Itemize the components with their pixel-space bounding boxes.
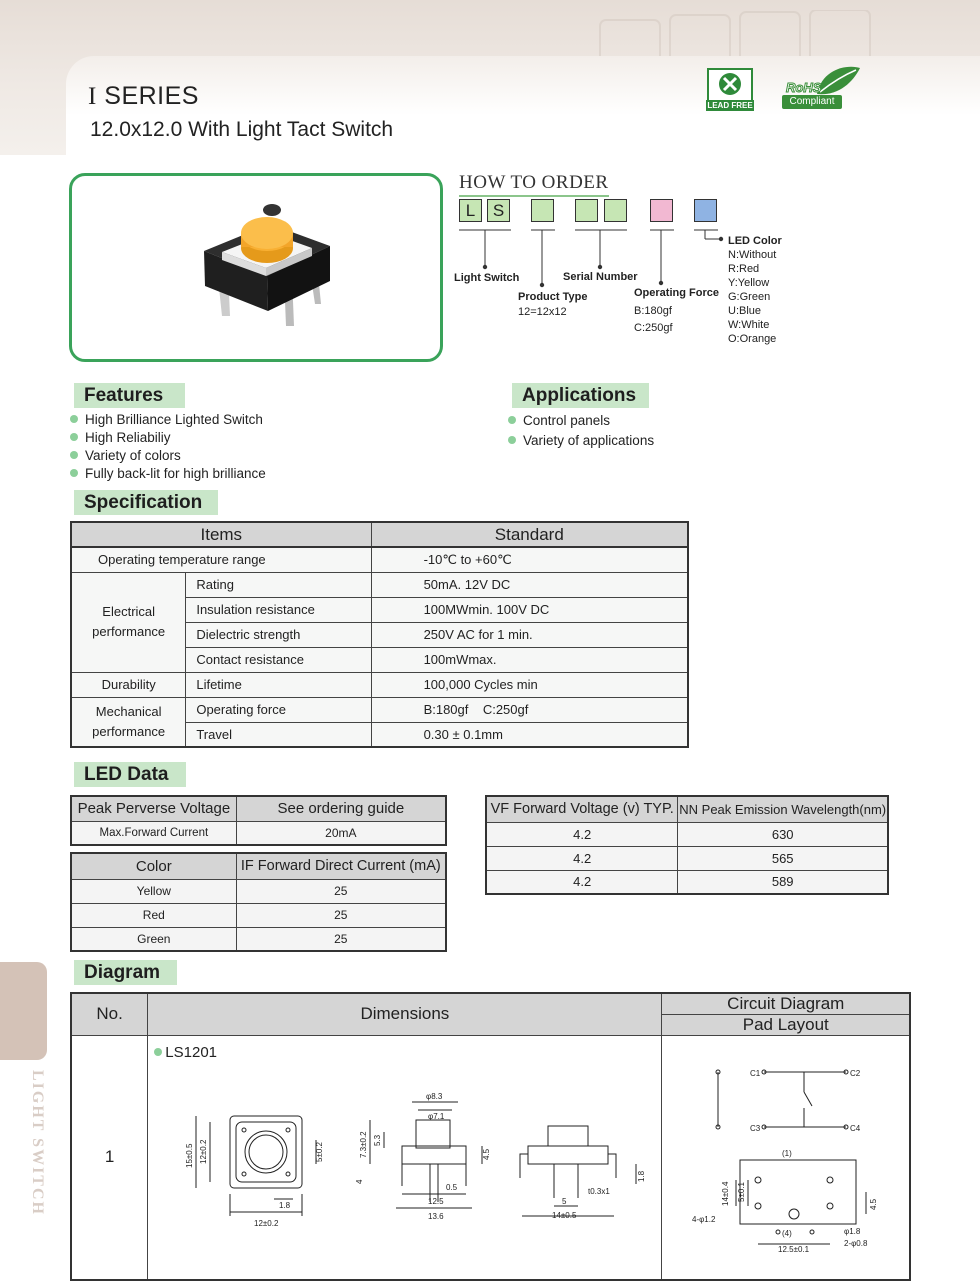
spec-contact-value: 100mWmax. (371, 647, 688, 672)
dimension-drawings (148, 1036, 662, 1274)
led-t2-header-color: Color (71, 853, 236, 879)
dim-side-bottom-3: 13.6 (428, 1211, 444, 1221)
pad-diameter-1: φ1.8 (844, 1226, 861, 1236)
light-switch-label: Light Switch (454, 272, 520, 284)
applications-title: Applications (512, 383, 649, 408)
spec-insulation: Insulation resistance (186, 597, 371, 622)
application-item: Variety of applications (508, 433, 654, 448)
led-color-option: O:Orange (728, 333, 777, 345)
dim-side-right: 4.5 (482, 1148, 492, 1160)
feature-item: High Reliabiliy (70, 430, 171, 445)
led-color-current-table (70, 852, 447, 952)
pad-height-2: 5±0.1 (737, 1181, 747, 1202)
led-t3-header-voltage: VF Forward Voltage (v) TYP. (486, 796, 678, 822)
dim-side-bottom-2: 12.5 (428, 1196, 444, 1206)
led-voltage-table (70, 795, 447, 846)
operating-force-value-c: C:250gf (634, 322, 673, 334)
tact-switch-image (72, 176, 440, 359)
dim-top-side: 5±0.2 (315, 1141, 325, 1162)
led-color-label: LED Color (728, 235, 782, 247)
dim-front-pin: t0.3x1 (588, 1186, 611, 1196)
feature-item: High Brilliance Lighted Switch (70, 412, 263, 427)
specification-table (70, 521, 689, 748)
spec-op-force: Operating force (186, 697, 371, 722)
dim-side-top-2: φ7.1 (428, 1111, 445, 1121)
series-title (88, 82, 199, 111)
dim-top-height-2: 12±0.2 (199, 1139, 209, 1164)
led-color-option: Y:Yellow (728, 277, 770, 289)
bullet-dot-icon (70, 433, 78, 441)
spec-dielectric: Dielectric strength (186, 622, 371, 647)
led-color-option: R:Red (728, 263, 760, 275)
bullet-dot-icon (508, 436, 516, 444)
spec-electrical: Electrical performance (71, 572, 186, 672)
diagram-table (70, 992, 911, 1281)
spec-dielectric-value: 250V AC for 1 min. (371, 622, 688, 647)
led-t3-header-wavelength: NN Peak Emission Wavelength(nm) (678, 796, 888, 822)
spec-mechanical: Mechanical performance (71, 697, 186, 747)
lead-free-label: LEAD FREE (707, 101, 753, 110)
circuit-c3: C3 (750, 1123, 761, 1133)
diagram-header-no: No. (71, 993, 148, 1035)
spec-durability: Durability (71, 672, 186, 697)
pad-diameter-2: 2-φ0.8 (844, 1238, 868, 1248)
order-code-serial-box-1 (575, 199, 598, 222)
features-title: Features (74, 383, 185, 408)
spec-rating: Rating (186, 572, 371, 597)
product-type-value: 12=12x12 (518, 306, 567, 318)
led-color-option: W:White (728, 319, 770, 331)
dimensions-cell (148, 1035, 662, 1280)
dim-side-left-2: 5.3 (373, 1134, 383, 1146)
spec-op-temp-value: -10℃ to +60℃ (371, 547, 688, 572)
led-t1-max-current-value: 20mA (236, 821, 446, 845)
pad-height-1: 14±0.4 (721, 1181, 731, 1206)
dim-front-height: 1.8 (637, 1170, 647, 1182)
dim-front-bottom-1: 5 (562, 1196, 567, 1206)
feature-item: Fully back-lit for high brilliance (70, 466, 266, 481)
led-color-option: U:Blue (728, 305, 762, 317)
circuit-pad-cell (662, 1035, 910, 1280)
spec-op-temp: Operating temperature range (71, 547, 371, 572)
circuit-c4: C4 (850, 1123, 861, 1133)
led-color-option: G:Green (728, 291, 771, 303)
spec-lifetime: Lifetime (186, 672, 371, 697)
led-t3-wavelength: 589 (678, 870, 888, 894)
order-code-letter-2: S (487, 199, 510, 222)
led-t2-current: 25 (236, 903, 446, 927)
order-code-connector-lines (455, 225, 755, 295)
feature-item: Variety of colors (70, 448, 181, 463)
pad-label-1: (1) (782, 1148, 793, 1158)
spec-header-standard: Standard (371, 522, 688, 547)
dim-top-width: 12±0.2 (254, 1218, 279, 1228)
led-wavelength-table (485, 795, 889, 895)
dim-side-left-1: 7.3±0.2 (359, 1130, 369, 1158)
led-t2-color: Green (71, 927, 236, 951)
spec-travel: Travel (186, 722, 371, 747)
led-t2-color: Red (71, 903, 236, 927)
bullet-dot-icon (508, 416, 516, 424)
bullet-dot-icon (70, 451, 78, 459)
led-t3-voltage: 4.2 (486, 870, 678, 894)
circuit-c2: C2 (850, 1068, 861, 1078)
circuit-c1: C1 (750, 1068, 761, 1078)
series-roman: I (88, 83, 97, 110)
dim-front-bottom-2: 14±0.5 (552, 1210, 577, 1220)
diagram-header-circuit: Circuit Diagram (662, 993, 910, 1014)
model-label: LS1201 (154, 1044, 217, 1061)
diagram-title: Diagram (74, 960, 177, 985)
product-photo-frame (69, 173, 443, 362)
led-t3-wavelength: 565 (678, 846, 888, 870)
series-word: SERIES (104, 82, 199, 110)
dim-top-bottom: 1.8 (279, 1200, 291, 1210)
dim-side-top-1: φ8.3 (426, 1091, 443, 1101)
specification-title: Specification (74, 490, 218, 515)
led-t1-header-1: Peak Perverse Voltage (71, 796, 236, 821)
spec-lifetime-value: 100,000 Cycles min (371, 672, 688, 697)
spec-rating-value: 50mA. 12V DC (371, 572, 688, 597)
dim-top-height-1: 15±0.5 (185, 1143, 195, 1168)
led-color-option: N:Without (728, 249, 777, 261)
product-type-label: Product Type (518, 291, 588, 303)
diagram-header-pad: Pad Layout (662, 1014, 910, 1035)
spec-header-items: Items (71, 522, 371, 547)
spec-insulation-value: 100MWmin. 100V DC (371, 597, 688, 622)
product-subtitle: 12.0x12.0 With Light Tact Switch (90, 118, 394, 141)
led-t2-current: 25 (236, 879, 446, 903)
order-code-letter-1: L (459, 199, 482, 222)
led-t3-voltage: 4.2 (486, 822, 678, 846)
application-item: Control panels (508, 413, 610, 428)
spec-travel-value: 0.30 ± 0.1mm (371, 722, 688, 747)
led-t2-current: 25 (236, 927, 446, 951)
order-code-force-box (650, 199, 673, 222)
bullet-dot-icon (70, 415, 78, 423)
led-data-title: LED Data (74, 762, 186, 787)
diagram-row-number: 1 (71, 1035, 148, 1280)
operating-force-value-b: B:180gf (634, 305, 672, 317)
order-code-product-type-box (531, 199, 554, 222)
order-code-color-box (694, 199, 717, 222)
pad-right: 4.5 (869, 1198, 879, 1210)
pad-holes: 4-φ1.2 (692, 1214, 716, 1224)
dim-side-bottom-1: 0.5 (446, 1182, 458, 1192)
rohs-compliant-label: Compliant (782, 95, 842, 109)
spec-contact: Contact resistance (186, 647, 371, 672)
pad-label-4: (4) (782, 1228, 793, 1238)
pad-width: 12.5±0.1 (778, 1244, 810, 1254)
led-t3-wavelength: 630 (678, 822, 888, 846)
side-category-label: LIGHT SWITCH (29, 1070, 46, 1216)
spec-op-force-value: B:180gf C:250gf (371, 697, 688, 722)
operating-force-label: Operating Force (634, 287, 719, 299)
rohs-title: RoHS (786, 80, 822, 95)
side-category-tab (0, 962, 47, 1060)
serial-number-label: Serial Number (563, 271, 638, 283)
diagram-header-dimensions: Dimensions (148, 993, 662, 1035)
bullet-dot-icon (70, 469, 78, 477)
dim-side-left-3: 4 (355, 1179, 365, 1184)
order-code-serial-box-2 (604, 199, 627, 222)
how-to-order-title: HOW TO ORDER (459, 172, 609, 197)
led-t2-color: Yellow (71, 879, 236, 903)
led-t2-header-current: IF Forward Direct Current (mA) (236, 853, 446, 879)
led-t1-header-2: See ordering guide (236, 796, 446, 821)
led-t3-voltage: 4.2 (486, 846, 678, 870)
circuit-and-pad-drawings (662, 1036, 908, 1274)
led-t1-max-current: Max.Forward Current (71, 821, 236, 845)
